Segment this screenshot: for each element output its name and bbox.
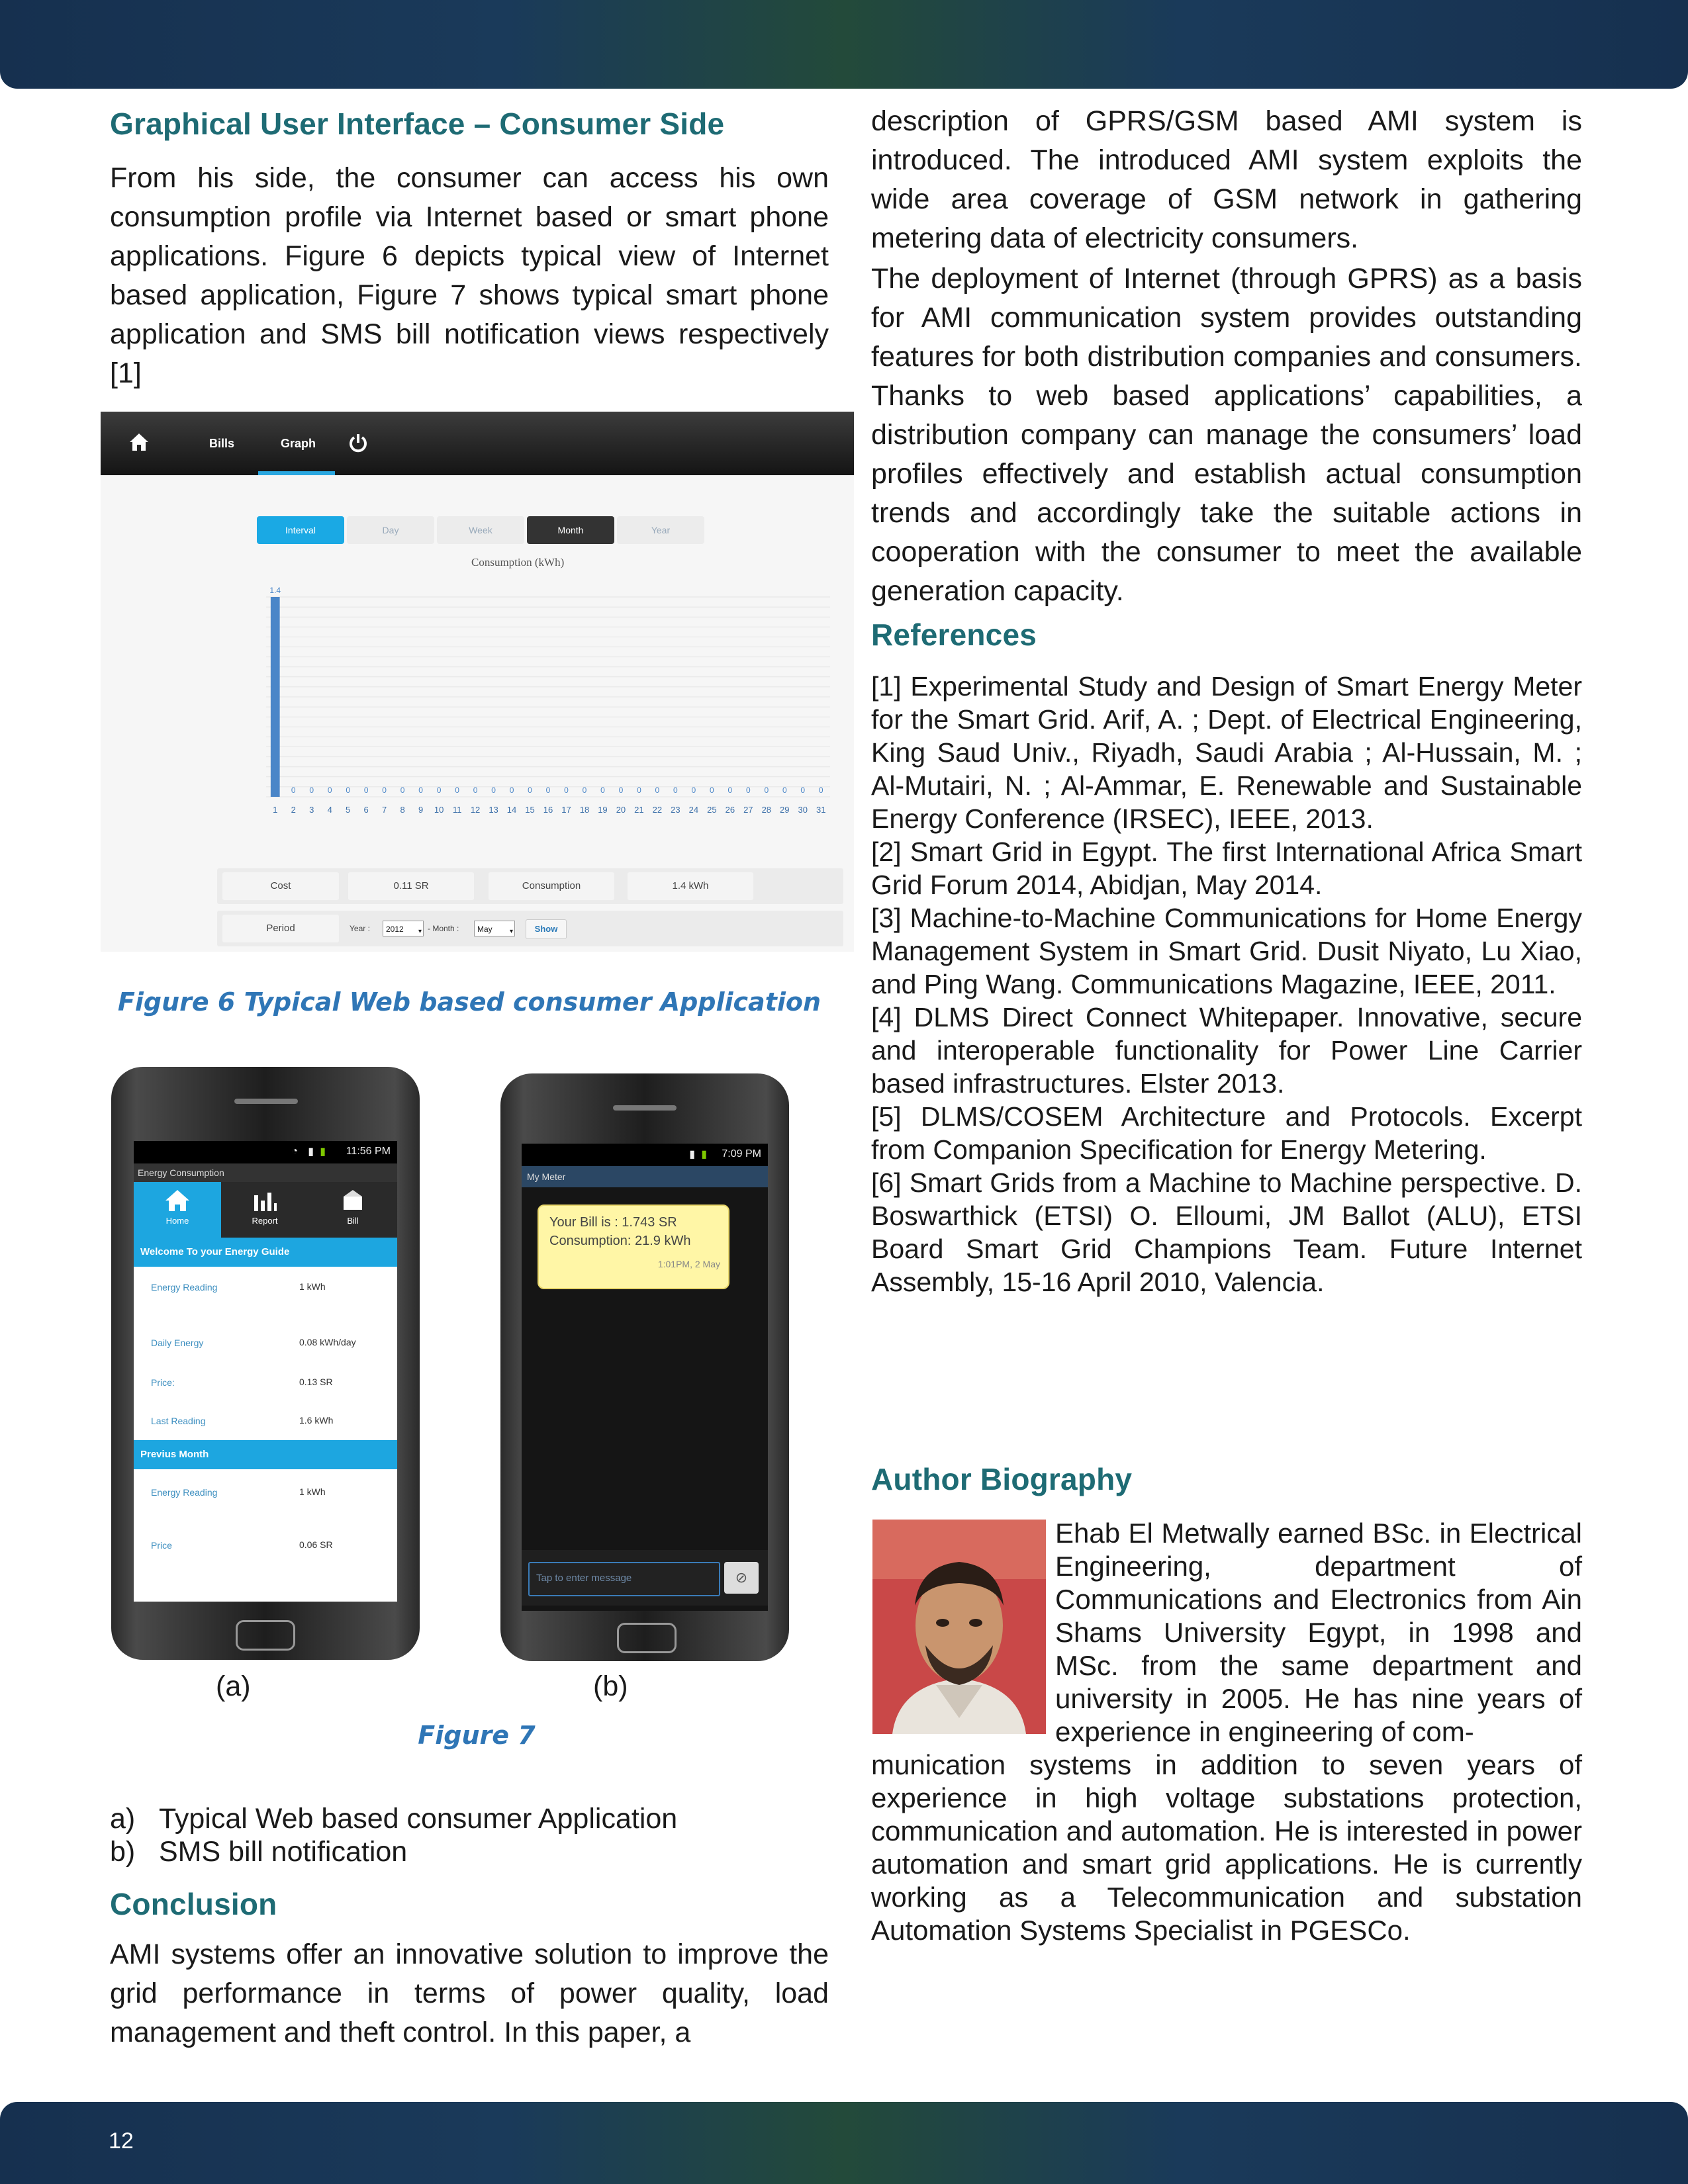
bar-value-label: 0: [800, 786, 806, 795]
month-select[interactable]: [474, 921, 515, 936]
reference-item: [6] Smart Grids from a Machine to Machine perspective. D. Boswarthick (ETSI) O. Elloumi, JM Ballot (ALU), ETSI Board Smart Grid Champions Team. Future Internet Assembly, 15-16 April 2010, Valencia.: [871, 1167, 1582, 1297]
bar-value-label: 0: [582, 786, 587, 795]
period-month[interactable]: Month: [527, 516, 614, 544]
bar-chart-icon: [250, 1187, 279, 1214]
row-value: 1 kWh: [299, 1281, 326, 1292]
x-tick-label: 8: [400, 805, 405, 815]
bar-value-label: 0: [400, 786, 405, 795]
author-photo: [872, 1520, 1046, 1734]
sms-consumption-line: Consumption: 21.9 kWh: [549, 1234, 691, 1248]
bar-value-label: 0: [637, 786, 641, 795]
row-value: 0.06 SR: [299, 1539, 333, 1550]
nav-active-indicator: [258, 471, 335, 475]
page-number: 12: [109, 2128, 134, 2154]
x-tick-label: 4: [327, 805, 332, 815]
period-label: Period: [266, 923, 295, 934]
bar-value-label: 0: [455, 786, 459, 795]
app-title-bar: My Meter: [522, 1166, 768, 1187]
year-select[interactable]: [383, 921, 424, 936]
heading-references: References: [871, 617, 1037, 652]
x-tick-label: 2: [291, 805, 296, 815]
bar-value-label: 0: [564, 786, 569, 795]
bar-value-label: 0: [436, 786, 442, 795]
web-app-navbar: [101, 412, 854, 475]
home-button[interactable]: [236, 1620, 295, 1651]
status-time: 11:56 PM: [346, 1146, 391, 1157]
bill-icon: [338, 1187, 367, 1214]
footer-band: [0, 2102, 1688, 2184]
row-value: 0.08 kWh/day: [299, 1337, 356, 1347]
signal-icon: ▮: [308, 1146, 314, 1158]
bar-value-label: 0: [545, 786, 551, 795]
summary-row-period: [217, 911, 843, 946]
heading-gui: Graphical User Interface – Consumer Side: [110, 107, 725, 141]
x-tick-label: 19: [598, 805, 608, 815]
tab-home[interactable]: [134, 1182, 221, 1238]
reference-item: [4] DLMS Direct Connect Whitepaper. Innovative, secure and interoperable functionality for Power Line Carrier based infrastructures. Elster 2013.: [871, 1002, 1582, 1099]
x-tick-label: 14: [506, 805, 517, 815]
phone-b: [500, 1073, 789, 1661]
month-select-value: May: [477, 925, 492, 934]
sms-bill-line: Your Bill is : 1.743 SR: [549, 1215, 677, 1230]
figure-7-label-a: (a): [216, 1670, 251, 1702]
year-select-value: 2012: [386, 925, 404, 934]
list-item-text: SMS bill notification: [159, 1836, 408, 1868]
tab-bill[interactable]: [308, 1182, 397, 1238]
x-tick-label: 11: [452, 805, 462, 815]
period-interval[interactable]: Interval: [257, 516, 344, 544]
figure-7-label-b: (b): [593, 1670, 628, 1702]
reference-list: [871, 670, 1582, 1298]
reference-item: [1] Experimental Study and Design of Smart Energy Meter for the Smart Grid. Arif, A. ; Dept. of Electrical Engineering, King Saud Univ., Riyadh, Saudi Arabia ; Al-Hussain, M. ; Al-Mutairi, N. ; Al-Ammar, E. Renewable and Sustainable Energy Conference (IRSEC), IEEE, 2013.: [871, 671, 1582, 834]
bio-side-text: Ehab El Metwally earned BSc. in Electrical Engineering, department of Communications and Electronics from Ain Shams University Egypt, in 1998 and MSc. from the same department and university in 2005. He has nine years of experience in engineering of com-: [1055, 1518, 1582, 1747]
summary-row-cost: [217, 868, 843, 904]
paragraph-ami-intro: description of GPRS/GSM based AMI system is introduced. The introduced AMI system exploits the wide area coverage of GSM network in gathering metering data of electricity consumers.: [871, 105, 1582, 254]
bar-value-label: 0: [618, 786, 624, 795]
row-value: 1.6 kWh: [299, 1415, 334, 1426]
x-tick-label: 12: [470, 805, 481, 815]
show-button[interactable]: Show: [526, 919, 567, 939]
x-tick-label: 30: [798, 805, 808, 815]
bar-value-label: 0: [782, 786, 787, 795]
tab-report[interactable]: [221, 1182, 308, 1238]
home-button[interactable]: [617, 1623, 677, 1653]
x-tick-label: 17: [561, 805, 571, 815]
x-tick-label: 27: [743, 805, 753, 815]
bar-value-label: 1.4: [269, 586, 281, 595]
home-icon[interactable]: [127, 430, 151, 454]
header-band: [0, 0, 1688, 89]
phone-b-screen: [522, 1144, 768, 1611]
x-tick-label: 25: [707, 805, 717, 815]
battery-icon: ▮: [701, 1149, 707, 1160]
x-tick-label: 22: [652, 805, 663, 815]
row-label: Price: [151, 1540, 172, 1551]
bar-value-label: 0: [327, 786, 332, 795]
reference-item: [5] DLMS/COSEM Architecture and Protocols. Excerpt from Companion Specification for Energy Metering.: [871, 1101, 1582, 1165]
power-icon[interactable]: [347, 432, 369, 454]
bar-value-label: 0: [418, 786, 423, 795]
chart-bar: [271, 597, 280, 797]
tab-home-label: Home: [165, 1216, 189, 1226]
message-input-placeholder: Tap to enter message: [536, 1572, 632, 1584]
sms-timestamp: 1:01PM, 2 May: [657, 1259, 720, 1269]
consumption-chart: [248, 586, 835, 837]
bar-value-label: 0: [509, 786, 514, 795]
bar-value-label: 0: [382, 786, 387, 795]
list-marker: b): [110, 1836, 136, 1868]
tab-bill-label: Bill: [347, 1216, 359, 1226]
x-tick-label: 20: [616, 805, 626, 815]
nav-bills[interactable]: Bills: [209, 437, 235, 450]
cost-label: Cost: [270, 880, 291, 891]
x-tick-label: 10: [434, 805, 444, 815]
row-value: 1 kWh: [299, 1486, 326, 1497]
heading-conclusion: Conclusion: [110, 1887, 277, 1921]
welcome-header: Welcome To your Energy Guide: [134, 1238, 397, 1267]
x-tick-label: 29: [780, 805, 790, 815]
bar-value-label: 0: [727, 786, 733, 795]
bar-value-label: 0: [655, 786, 660, 795]
x-tick-label: 31: [816, 805, 826, 815]
list-marker: a): [110, 1803, 136, 1835]
wifi-icon: ◔: [291, 1146, 298, 1157]
message-bar: [522, 1550, 768, 1606]
row-value: 0.13 SR: [299, 1377, 333, 1387]
chart-title: Consumption (kWh): [471, 556, 565, 569]
x-tick-label: 1: [273, 805, 278, 815]
bio-continued-text: munication systems in addition to seven years of experience in high voltage substations protection, communication and automation. He is interested in power automation and smart grid applications. He is currently working as a Telecommunication and substation Automation Systems Specialist in PGESCo.: [871, 1749, 1582, 1946]
row-label: Energy Reading: [151, 1282, 218, 1293]
list-item-text: Typical Web based consumer Application: [159, 1803, 678, 1835]
consumption-value: 1.4 kWh: [672, 880, 709, 891]
row-label: Last Reading: [151, 1416, 206, 1426]
row-label: Price:: [151, 1377, 175, 1388]
consumption-label: Consumption: [522, 880, 581, 891]
reference-item: [2] Smart Grid in Egypt. The first International Africa Smart Grid Forum 2014, Abidjan, May 2014.: [871, 837, 1582, 900]
bar-value-label: 0: [473, 786, 478, 795]
x-tick-label: 16: [543, 805, 553, 815]
x-tick-label: 7: [382, 805, 387, 815]
bar-value-label: 0: [600, 786, 605, 795]
period-year[interactable]: Year: [617, 516, 704, 544]
row-label: Energy Reading: [151, 1487, 218, 1498]
status-time: 7:09 PM: [722, 1148, 761, 1160]
bar-value-label: 0: [818, 786, 823, 795]
x-tick-label: 6: [363, 805, 369, 815]
bar-value-label: 0: [363, 786, 369, 795]
bar-value-label: 0: [309, 786, 314, 795]
paragraph-deployment: The deployment of Internet (through GPRS) as a basis for AMI communication system provides outstanding features for both distribution companies and consumers. Thanks to web based applications’ capabilities, a distribution company can manage the consumers’ load profiles effectively and establish actual consumption trends and accordingly take the suitable actions in cooperation with the consumer to meet the available generation capacity.: [871, 263, 1582, 607]
message-input[interactable]: [528, 1562, 720, 1596]
paragraph-gui: From his side, the consumer can access his own consumption profile via Internet based or smart phone applications. Figure 6 depicts typical view of Internet based application, Figure 7 shows typical smart phone application and SMS bill notification views respectively [1]: [110, 162, 829, 389]
phone-speaker: [234, 1099, 298, 1104]
bar-value-label: 0: [491, 786, 496, 795]
month-label: - Month :: [428, 924, 459, 933]
app-tabs: [134, 1182, 397, 1238]
status-bar: [522, 1144, 768, 1166]
bar-value-label: 0: [764, 786, 769, 795]
app-title-bar: Energy Consumption: [134, 1163, 397, 1182]
sms-bubble: [538, 1205, 729, 1289]
reference-item: [3] Machine-to-Machine Communications for Home Energy Management System in Smart Grid. Dusit Niyato, Lu Xiao, and Ping Wang. Communications Magazine, IEEE, 2011.: [871, 903, 1582, 999]
x-tick-label: 24: [688, 805, 699, 815]
x-tick-label: 15: [525, 805, 535, 815]
bar-value-label: 0: [691, 786, 696, 795]
x-tick-label: 26: [725, 805, 735, 815]
figure-6-web-app: [101, 412, 854, 952]
tab-report-label: Report: [252, 1216, 278, 1226]
previous-month-header: Previus Month: [134, 1440, 397, 1469]
year-label: Year :: [350, 924, 370, 933]
paperclip-icon: ⊘: [735, 1569, 748, 1586]
bar-value-label: 0: [346, 786, 351, 795]
attach-button[interactable]: [724, 1562, 759, 1594]
x-tick-label: 9: [418, 805, 424, 815]
bar-value-label: 0: [745, 786, 751, 795]
figure-7-caption: Figure 7: [418, 1721, 536, 1750]
status-bar: [134, 1141, 397, 1163]
energy-reading-row: [134, 1281, 397, 1314]
x-tick-label: 18: [579, 805, 590, 815]
paragraph-conclusion: AMI systems offer an innovative solution to improve the grid performance in terms of power quality, load management and theft control. In this paper, a: [110, 1938, 829, 2048]
figure-6-caption: Figure 6 Typical Web based consumer Application: [117, 987, 821, 1017]
row-label: Daily Energy: [151, 1338, 204, 1348]
period-week[interactable]: Week: [437, 516, 524, 544]
bar-value-label: 0: [291, 786, 296, 795]
phone-a: [111, 1067, 420, 1660]
x-tick-label: 21: [634, 805, 644, 815]
dropdown-arrow-icon: ▾: [418, 928, 422, 935]
battery-icon: ▮: [320, 1146, 326, 1158]
x-tick-label: 3: [309, 805, 314, 815]
cost-value: 0.11 SR: [393, 880, 429, 891]
x-tick-label: 23: [671, 805, 680, 815]
home-icon: [163, 1187, 192, 1214]
phone-a-screen: [134, 1141, 397, 1602]
x-tick-label: 28: [761, 805, 772, 815]
nav-graph[interactable]: Graph: [281, 437, 316, 450]
phone-speaker: [613, 1105, 677, 1111]
dropdown-arrow-icon: ▾: [509, 928, 513, 935]
x-tick-label: 13: [489, 805, 498, 815]
bar-value-label: 0: [673, 786, 678, 795]
bar-value-label: 0: [528, 786, 532, 795]
signal-icon: ▮: [689, 1149, 695, 1160]
heading-author-biography: Author Biography: [871, 1462, 1133, 1496]
bar-value-label: 0: [710, 786, 714, 795]
x-tick-label: 5: [346, 805, 351, 815]
period-day[interactable]: Day: [347, 516, 434, 544]
